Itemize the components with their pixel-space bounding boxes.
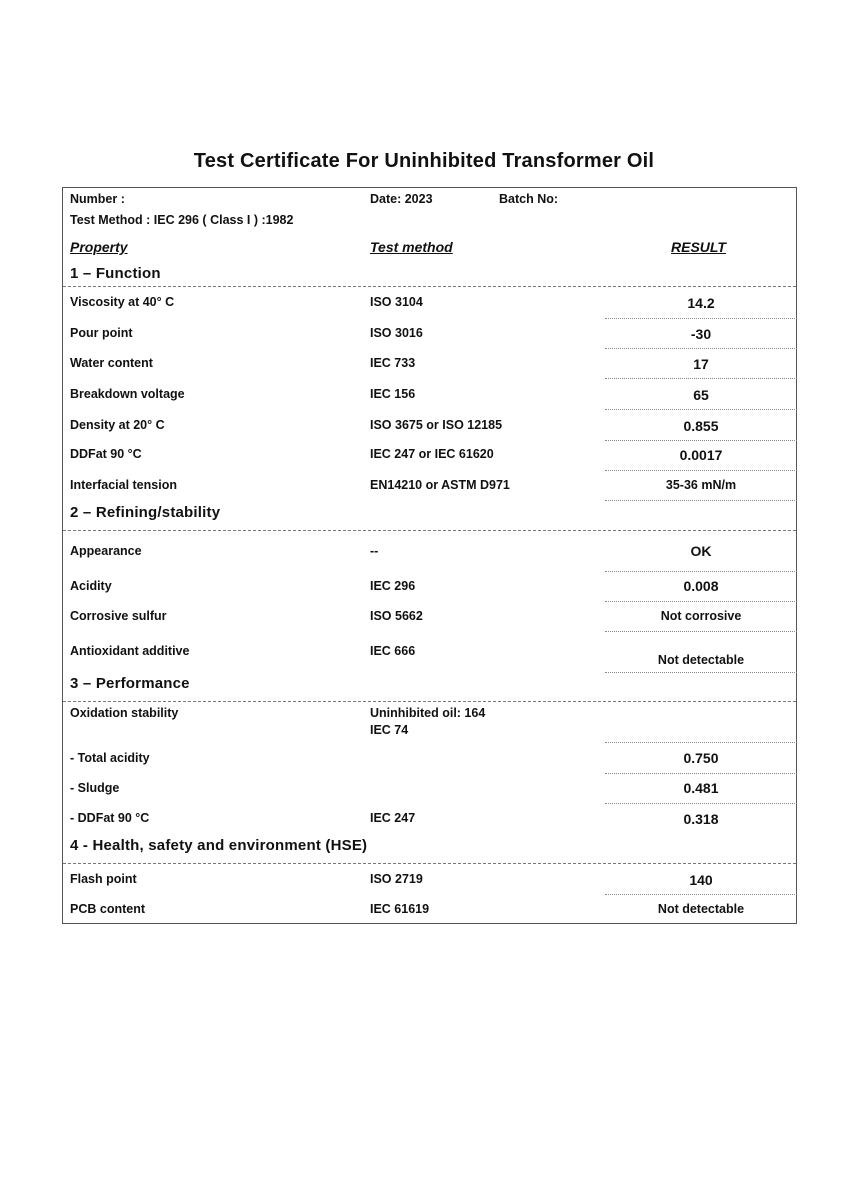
row-method: ISO 3016 bbox=[370, 326, 423, 340]
result-underline bbox=[605, 631, 797, 632]
row-result: -30 bbox=[690, 326, 712, 342]
result-underline bbox=[605, 500, 797, 501]
row-property: Corrosive sulfur bbox=[70, 609, 167, 623]
result-underline bbox=[605, 803, 797, 804]
header-result: RESULT bbox=[671, 239, 726, 255]
section-divider bbox=[63, 530, 796, 531]
row-result: 0.0017 bbox=[679, 447, 723, 463]
row-property: Viscosity at 40° C bbox=[70, 295, 175, 309]
row-method: IEC 247 bbox=[370, 811, 416, 825]
row-result: 140 bbox=[689, 872, 713, 888]
row-property: Appearance bbox=[70, 544, 142, 558]
row-result: 14.2 bbox=[687, 295, 715, 311]
result-underline bbox=[605, 409, 797, 410]
row-method: -- bbox=[370, 544, 379, 558]
row-property: Antioxidant additive bbox=[70, 644, 190, 658]
section-title-refining: 2 – Refining/stability bbox=[70, 504, 221, 521]
row-property: Acidity bbox=[70, 579, 112, 593]
row-result: 0.750 bbox=[683, 750, 719, 766]
row-result: 0.481 bbox=[683, 780, 719, 796]
row-result: Not detectable bbox=[657, 653, 745, 667]
row-result: 17 bbox=[693, 356, 709, 372]
row-method: IEC 61619 bbox=[370, 902, 430, 916]
result-underline bbox=[605, 672, 797, 673]
row-method: IEC 666 bbox=[370, 644, 416, 658]
result-underline bbox=[605, 318, 797, 319]
section-divider bbox=[63, 701, 796, 702]
row-property: Oxidation stability bbox=[70, 706, 179, 720]
row-method: ISO 2719 bbox=[370, 872, 423, 886]
result-underline bbox=[605, 601, 797, 602]
row-result: 0.318 bbox=[683, 811, 719, 827]
row-result: 65 bbox=[693, 387, 709, 403]
result-underline bbox=[605, 571, 797, 572]
row-result: 0.855 bbox=[683, 418, 719, 434]
section-title-function: 1 – Function bbox=[70, 265, 161, 282]
row-method: ISO 3104 bbox=[370, 295, 423, 309]
row-property: PCB content bbox=[70, 902, 145, 916]
row-property: Flash point bbox=[70, 872, 137, 886]
number-label: Number : bbox=[70, 192, 125, 206]
row-method: IEC 733 bbox=[370, 356, 416, 370]
row-result: OK bbox=[690, 543, 712, 559]
section-title-performance: 3 – Performance bbox=[70, 675, 190, 692]
row-property: Water content bbox=[70, 356, 153, 370]
header-test-method: Test method bbox=[370, 239, 453, 255]
section-divider bbox=[63, 286, 796, 287]
row-result: 0.008 bbox=[683, 578, 719, 594]
row-property: Density at 20° C bbox=[70, 418, 165, 432]
result-underline bbox=[605, 894, 797, 895]
row-method: ISO 3675 or ISO 12185 bbox=[370, 418, 503, 432]
row-property: Breakdown voltage bbox=[70, 387, 185, 401]
test-method-line: Test Method : IEC 296 ( Class I ) :1982 bbox=[70, 213, 294, 227]
row-method: IEC 247 or IEC 61620 bbox=[370, 447, 494, 461]
result-underline bbox=[605, 470, 797, 471]
row-method: ISO 5662 bbox=[370, 609, 423, 623]
row-method-secondary: IEC 74 bbox=[370, 723, 409, 737]
batch-label: Batch No: bbox=[499, 192, 559, 206]
row-property: - Total acidity bbox=[70, 751, 150, 765]
row-property: - Sludge bbox=[70, 781, 120, 795]
result-underline bbox=[605, 773, 797, 774]
certificate-title: Test Certificate For Uninhibited Transformer Oil bbox=[193, 150, 655, 172]
row-method: EN14210 or ASTM D971 bbox=[370, 478, 510, 492]
header-property: Property bbox=[70, 239, 128, 255]
row-method: Uninhibited oil: 164 bbox=[370, 706, 486, 720]
date-label: Date: 2023 bbox=[370, 192, 433, 206]
row-property: Interfacial tension bbox=[70, 478, 177, 492]
result-underline bbox=[605, 378, 797, 379]
result-underline bbox=[605, 348, 797, 349]
row-method: IEC 156 bbox=[370, 387, 416, 401]
result-underline bbox=[605, 440, 797, 441]
row-result: Not corrosive bbox=[660, 609, 742, 623]
row-method: IEC 296 bbox=[370, 579, 416, 593]
result-underline bbox=[605, 742, 797, 743]
row-property: - DDFat 90 °C bbox=[70, 811, 150, 825]
row-result: Not detectable bbox=[657, 902, 745, 916]
row-property: DDFat 90 °C bbox=[70, 447, 142, 461]
row-result: 35-36 mN/m bbox=[665, 478, 737, 492]
section-divider bbox=[63, 863, 796, 864]
section-title-hse: 4 - Health, safety and environment (HSE) bbox=[70, 837, 368, 854]
row-property: Pour point bbox=[70, 326, 133, 340]
